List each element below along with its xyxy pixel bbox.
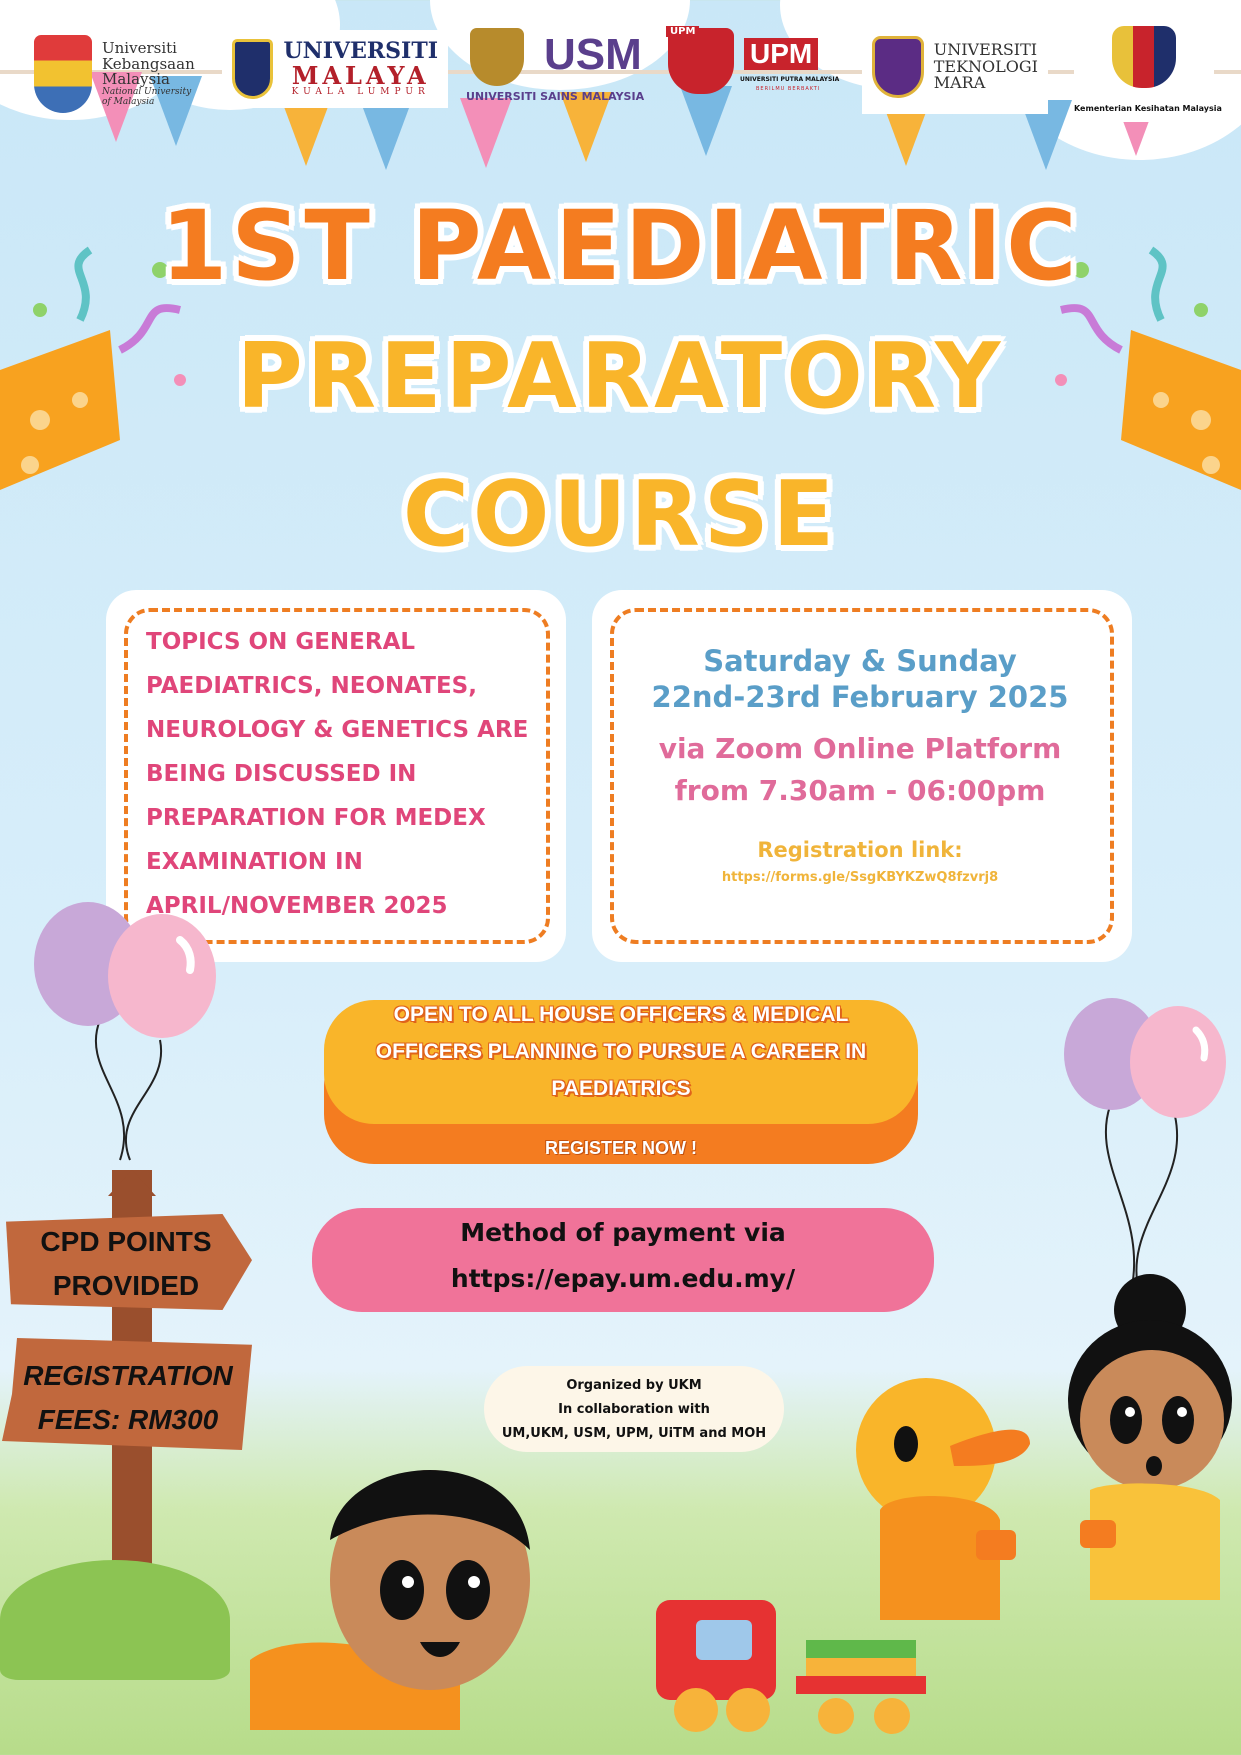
upm-motto: BERILMU BERBAKTI: [756, 86, 821, 92]
topics-line: TOPICS ON GENERAL: [146, 629, 416, 655]
schedule-platform: via Zoom Online Platform: [658, 732, 1062, 765]
ukm-name-line2: Kebangsaan: [102, 54, 195, 73]
upm-logo: [664, 22, 840, 106]
topics-line: PAEDIATRICS, NEONATES,: [146, 673, 477, 699]
title-line-1: 1ST PAEDIATRIC: [160, 190, 1081, 302]
fees-sign-text: [0, 1354, 256, 1442]
audience-line-1: OPEN TO ALL HOUSE OFFICERS & MEDICAL: [393, 1003, 849, 1026]
ukm-logo: [24, 26, 212, 122]
upm-caption: UNIVERSITI PUTRA MALAYSIA: [740, 76, 840, 83]
topics-text: [146, 620, 546, 928]
usm-crest-icon: [470, 28, 524, 86]
uitm-logo: [862, 20, 1048, 114]
fees-line-2: FEES: RM300: [37, 1404, 219, 1435]
ukm-name-line3: Malaysia: [102, 70, 170, 89]
moh-caption: Kementerian Kesihatan Malaysia: [1074, 104, 1222, 113]
register-now-button[interactable]: REGISTER NOW !: [545, 1138, 697, 1158]
audience-text: [324, 996, 918, 1107]
payment-link[interactable]: https://epay.um.edu.my/: [450, 1264, 796, 1293]
topics-line: EXAMINATION IN: [146, 849, 363, 875]
title-line-2: PREPARATORY: [236, 324, 1005, 429]
cpd-sign-text: [6, 1220, 246, 1308]
schedule-dates: 22nd-23rd February 2025: [651, 680, 1069, 714]
audience-line-3: PAEDIATRICS: [551, 1077, 691, 1100]
signpost-cap: [108, 1170, 156, 1196]
moh-coat-of-arms-icon: [1112, 26, 1176, 88]
cpd-line-1: CPD POINTS: [40, 1226, 212, 1257]
upm-mark: UPM: [744, 38, 818, 70]
fees-line-1: REGISTRATION: [23, 1360, 233, 1391]
ukm-crest-icon: [34, 35, 92, 113]
moh-logo: [1074, 18, 1222, 122]
topics-line: APRIL/NOVEMBER 2025: [146, 893, 448, 919]
registration-link[interactable]: https://forms.gle/SsgKBYKZwQ8fzvrj8: [721, 870, 999, 885]
uitm-emblem-icon: [872, 36, 924, 98]
balloons-right: [1060, 996, 1240, 1316]
ukm-tagline: National University of Malaysia: [102, 87, 192, 107]
duck-illustration: [850, 1370, 1040, 1630]
uitm-name-line1: UNIVERSITI: [933, 39, 1038, 59]
organizer-line-1: Organized by UKM: [566, 1378, 702, 1393]
girl-illustration: [1050, 1270, 1241, 1630]
usm-logo: [466, 26, 645, 110]
usm-mark: USM: [544, 30, 642, 79]
audience-line-2: OFFICERS PLANNING TO PURSUE A CAREER IN: [375, 1040, 867, 1063]
um-name-line1: UNIVERSITI: [283, 38, 438, 65]
boy-illustration: [230, 1430, 550, 1755]
cpd-line-2: PROVIDED: [52, 1270, 200, 1301]
balloons-left: [20, 900, 230, 1200]
uitm-name-line3: MARA: [933, 73, 986, 93]
bunting-flag: [360, 100, 412, 170]
um-logo: [222, 30, 448, 108]
organizer-line-3: UM,UKM, USM, UPM, UiTM and MOH: [501, 1426, 767, 1441]
topics-line: PREPARATION FOR MEDEX: [146, 805, 486, 831]
topics-line: NEUROLOGY & GENETICS ARE: [146, 717, 529, 743]
registration-label: Registration link:: [757, 838, 963, 862]
title-line-3: COURSE: [402, 462, 839, 567]
payment-line-1: Method of payment via: [460, 1218, 786, 1247]
organizer-line-2: In collaboration with: [558, 1402, 710, 1417]
upm-emblem-icon: [668, 28, 734, 94]
upm-badge: UPM: [666, 26, 699, 37]
uitm-name-line2: TEKNOLOGI: [933, 56, 1038, 76]
um-name-line2: MALAYA: [291, 61, 430, 91]
bush-illustration: [0, 1560, 230, 1680]
ukm-name-line1: Universiti: [102, 38, 177, 57]
um-crest-icon: [232, 39, 273, 99]
topics-line: BEING DISCUSSED IN: [146, 761, 417, 787]
usm-caption: UNIVERSITI SAINS MALAYSIA: [466, 90, 645, 103]
schedule-days: Saturday & Sunday: [703, 644, 1017, 678]
um-name-line3: KUALA LUMPUR: [291, 87, 430, 98]
schedule-time: from 7.30am - 06:00pm: [674, 774, 1046, 807]
